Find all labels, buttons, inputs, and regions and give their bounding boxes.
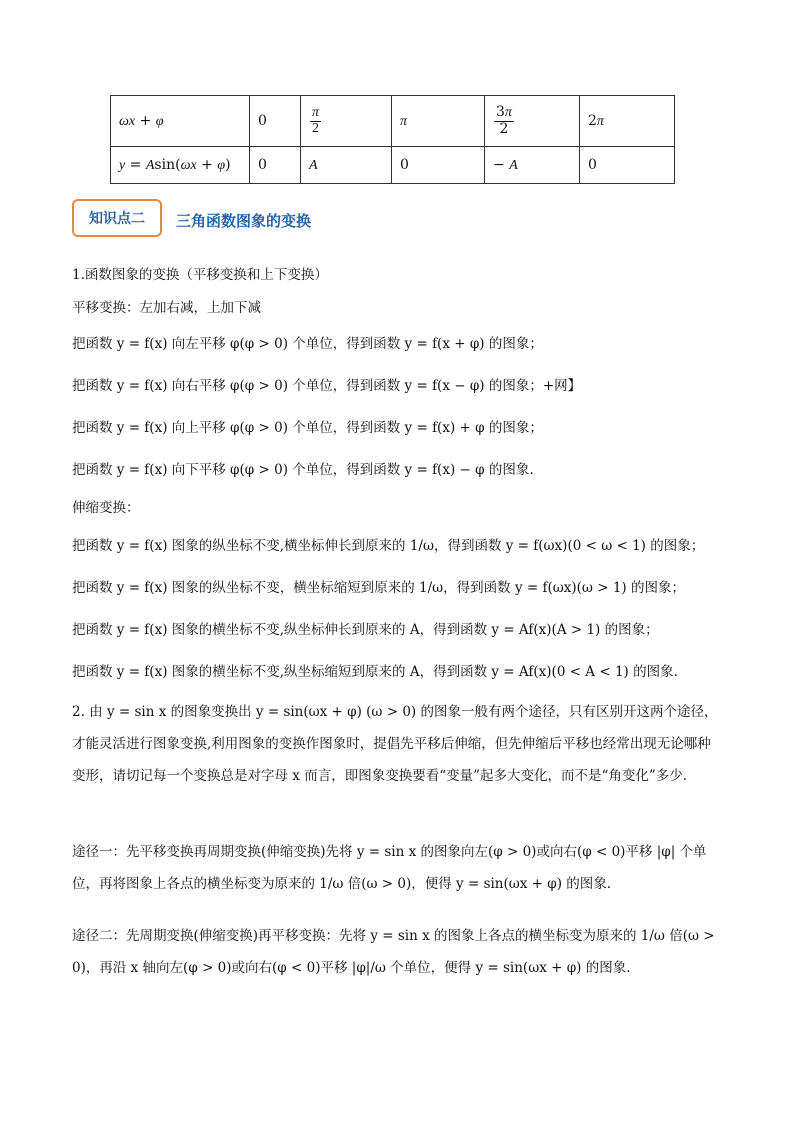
stretch-y-shrink-line: 把函数 y = f(x) 图象的横坐标不变,纵坐标缩短到原来的 A，得到函数 y = Af(x)(0 < A < 1) 的图象. bbox=[72, 664, 678, 680]
table-cell: $\frac{3\pi}{2}$ bbox=[485, 96, 580, 147]
method-two: 途径二：先周期变换(伸缩变换)再平移变换：先将 y = sin x 的图象上各点的横坐标变为原来的 1/ω 倍(ω > 0)，再沿 x 轴向左(φ > 0)或向右(φ < 0)平移 |φ|/ω 个单位，便得 y = sin(ωx + φ) 的图象. bbox=[72, 928, 715, 976]
heading-1: 1.函数图象的变换（平移变换和上下变换） bbox=[72, 267, 328, 283]
table-cell: π bbox=[392, 96, 485, 147]
table-cell: − A bbox=[485, 147, 580, 184]
table-cell: y = Asin(ωx + φ) bbox=[111, 147, 250, 184]
table-cell: 0 bbox=[250, 147, 301, 184]
table-cell: ωx + φ bbox=[111, 96, 250, 147]
table-cell: 0 bbox=[580, 147, 675, 184]
method-one: 途径一：先平移变换再周期变换(伸缩变换)先将 y = sin x 的图象向左(φ > 0)或向右(φ < 0)平移 |φ| 个单位，再将图象上各点的横坐标变为原来的 1/ω 倍(ω > 0)，便得 y = sin(ωx + φ) 的图象. bbox=[72, 844, 707, 892]
shift-title: 平移变换：左加右减，上加下减 bbox=[72, 300, 261, 316]
paragraph-2: 2. 由 y = sin x 的图象变换出 y = sin(ωx + φ) (ω > 0) 的图象一般有两个途径，只有区别开这两个途径，才能灵活进行图象变换,利用图象的变换作图象时，提倡先平移后伸缩，但先伸缩后平移也经常出现无论哪种变形，请切记每一个变换总是对字母 x 而言，即图象变换要看“变量”起多大变化，而不是“角变化”多少. bbox=[72, 704, 718, 784]
table-cell: A bbox=[301, 147, 392, 184]
table-cell: 0 bbox=[392, 147, 485, 184]
stretch-x-shrink-line: 把函数 y = f(x) 图象的纵坐标不变，横坐标缩短到原来的 1/ω，得到函数 y = f(ωx)(ω > 1) 的图象； bbox=[72, 580, 685, 596]
section-title: 三角函数图象的变换 bbox=[176, 212, 312, 230]
shift-left-line: 把函数 y = f(x) 向左平移 φ(φ > 0) 个单位，得到函数 y = f(x + φ) 的图象； bbox=[72, 336, 543, 352]
table-cell: $\frac{\pi}{2}$ bbox=[301, 96, 392, 147]
shift-up-line: 把函数 y = f(x) 向上平移 φ(φ > 0) 个单位，得到函数 y = f(x) + φ 的图象； bbox=[72, 420, 543, 436]
knowledge-point-badge: 知识点二 bbox=[72, 199, 162, 237]
value-table bbox=[110, 95, 675, 184]
stretch-title: 伸缩变换： bbox=[72, 500, 140, 516]
table-cell: 0 bbox=[250, 96, 301, 147]
shift-down-line: 把函数 y = f(x) 向下平移 φ(φ > 0) 个单位，得到函数 y = f(x) − φ 的图象. bbox=[72, 462, 534, 478]
shift-right-line: 把函数 y = f(x) 向右平移 φ(φ > 0) 个单位，得到函数 y = f(x − φ) 的图象；+网】 bbox=[72, 378, 582, 394]
table-cell: 2π bbox=[580, 96, 675, 147]
stretch-y-expand-line: 把函数 y = f(x) 图象的横坐标不变,纵坐标伸长到原来的 A，得到函数 y = Af(x)(A > 1) 的图象； bbox=[72, 622, 659, 638]
stretch-x-expand-line: 把函数 y = f(x) 图象的纵坐标不变,横坐标伸长到原来的 1/ω，得到函数 y = f(ωx)(0 < ω < 1) 的图象； bbox=[72, 538, 705, 554]
